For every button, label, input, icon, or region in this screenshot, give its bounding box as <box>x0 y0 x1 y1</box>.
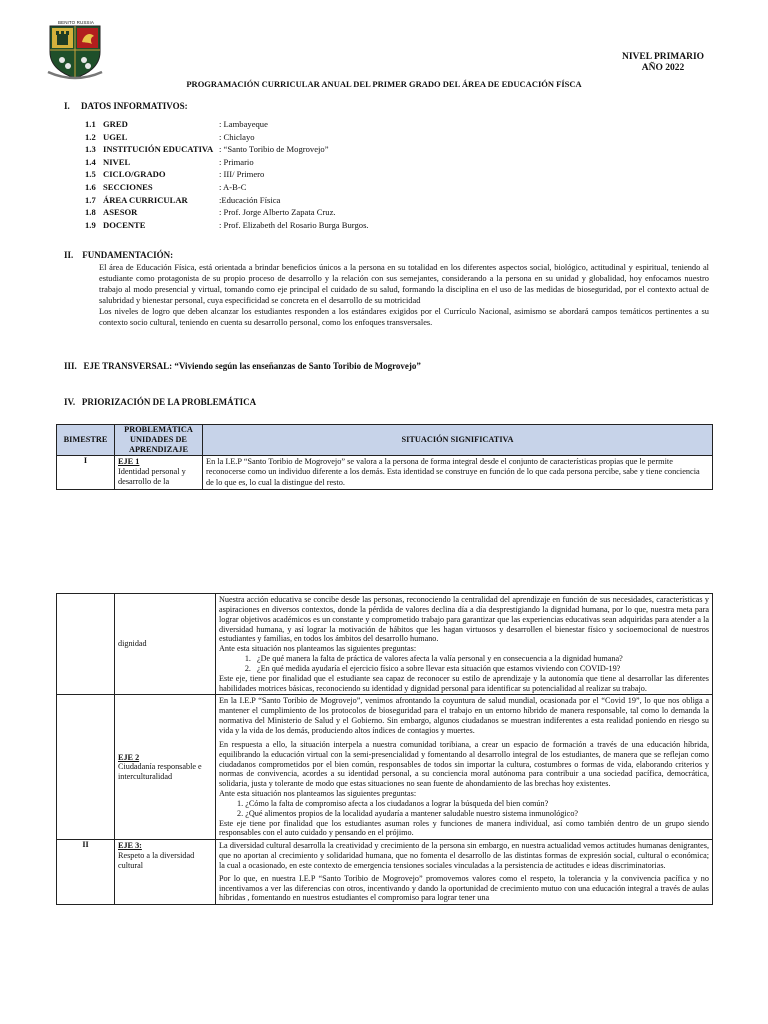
situacion-cell <box>216 840 713 905</box>
situacion-cell <box>216 594 713 695</box>
col-header-bimestre: BIMESTRE <box>57 425 115 456</box>
situacion-cell <box>216 695 713 840</box>
bimestre-cell: II <box>57 840 115 905</box>
eje-name: Ciudadanía responsable e interculturalidad <box>118 762 202 782</box>
info-key: NIVEL <box>103 156 131 167</box>
info-row <box>85 144 329 155</box>
info-value: : Prof. Jorge Alberto Zapata Cruz. <box>219 207 336 218</box>
school-crest-logo <box>44 22 106 80</box>
info-row <box>85 220 369 231</box>
situacion-paragraph: Ante esta situación nos planteamos las siguientes preguntas: <box>219 644 417 654</box>
info-value: : Chiclayo <box>219 131 255 142</box>
info-value: : III/ Primero <box>219 169 265 180</box>
info-key: ÁREA CURRICULAR <box>103 194 188 205</box>
eje-label: EJE 2 <box>118 752 140 762</box>
info-key: UGEL <box>103 131 128 142</box>
problematica-table <box>56 424 713 490</box>
col-header-problematica: PROBLEMÁTICA UNIDADES DE APRENDIZAJE <box>115 425 203 456</box>
info-row <box>85 182 246 193</box>
question-item: 2. ¿Qué alimentos propios de la localidad ayudaría a mantener saludable nuestro sistema inmunológico? <box>237 808 579 818</box>
problematica-table-continued <box>56 593 713 905</box>
situacion-paragraph: Este eje, tiene por finalidad que el estudiante sea capaz de reconocer su estilo de aprendizaje y la autonomía que tiene al desarrollar las diferentes habilidades motrices básicas, reconociendo su identidad y dignidad personal para identificar su potencialidad al realizar su trabajo. <box>219 673 709 693</box>
questions-list <box>219 654 709 674</box>
info-key: GRED <box>103 119 128 129</box>
info-key: SECCIONES <box>103 182 153 192</box>
info-value: : “Santo Toribio de Mogrovejo” <box>219 144 329 155</box>
bimestre-cell: I <box>57 455 115 489</box>
info-number: 1.8 <box>85 207 96 218</box>
document-title: PROGRAMACIÓN CURRICULAR ANUAL DEL PRIMER GRADO DEL ÁREA DE EDUCACIÓN FÍSCA <box>186 79 582 89</box>
info-key: CICLO/GRADO <box>103 169 166 180</box>
info-number: 1.9 <box>85 219 96 230</box>
fundamentacion-paragraph-1: El área de Educación Física, está orientada a brindar beneficios únicos a la persona en su totalidad en los diferentes aspectos social, biológico, actitudinal y espiritual, teniendo al estudiante como protagonista de su propio proceso de desarrollo y la relación con sus semejantes, considerando a la persona en su unidad y globalidad, hoy enfocamos nuestro trabajo al modo presencial y virtual, tomando como eje principal el cuidado de su salud, formando la disciplina en el uso de las medidas de bioseguridad, por el contexto actual de salubridad y bienestar personal, cuya especificidad se concreta en el desarrollo de su motricidad <box>99 263 709 305</box>
info-value: : A-B-C <box>219 182 247 192</box>
info-number: 1.4 <box>85 156 96 167</box>
question-item: 1. ¿Cómo la falta de compromiso afecta a los ciudadanos a lograr la búsqueda del bien común? <box>237 798 549 808</box>
info-number: 1.2 <box>85 131 96 142</box>
info-number: 1.7 <box>85 194 96 205</box>
info-row <box>85 119 268 130</box>
situacion-paragraph: En la I.E.P “Santo Toribio de Mogrovejo”, venimos afrontando la coyuntura de salud mundial, ocasionada por el “Covid 19”, lo que nos obliga a mantener el cumplimiento de los protocolos de bioseguridad para el trabajo en un entorno híbrido de manera responsable, tal como lo demanda la normativa del Ministerio de Salud y el Gobierno. Sin embargo, algunos ciudadanos se muestran indiferentes a esta realidad poniendo en riesgo su vida y la vida de los demás, produciendo altos índices de contagios y muertes. <box>219 696 709 735</box>
fundamentacion-text <box>99 263 709 329</box>
crest-caption: BENITO RUSSIA <box>58 20 94 25</box>
info-row <box>85 169 264 180</box>
info-key: DOCENTE <box>103 219 146 230</box>
bimestre-cell-empty <box>57 695 115 840</box>
level-label: NIVEL PRIMARIO <box>622 52 705 62</box>
section-2-title: II. FUNDAMENTACIÓN: <box>64 250 174 260</box>
info-number: 1.6 <box>85 182 96 192</box>
situacion-paragraph: Nuestra acción educativa se concibe desde las personas, reconociendo la centralidad del aprendizaje en función de sus necesidades, características y aspiraciones en diversos contextos, donde la pérdida de valores declina día a día desprestigiando la dignidad humana, por lo que, nuestra meta para lograr objetivos académicos es un constante y comprometido trabajo para garantizar que las experiencias educativas sean adquiridas para atender a la diversidad humana, y así lograr la motivación de hábitos que les hagan virtuosos y desarrollen el bienestar físico y socioemocional de nuestros estudiantes y familias, en todos los ámbitos del desarrollo humano. <box>219 595 709 644</box>
info-value: : Primario <box>219 156 254 167</box>
situacion-cell: En la I.E.P “Santo Toribio de Mogrovejo” se valora a la persona de forma integral desde el conjunto de características propias que le permite reconocerse como un individuo diferente a los demás. Esta identidad se construye en función de lo que cada persona percibe, sabe y tiene conciencia de lo que es, lo cual la distingue del resto. <box>203 455 713 489</box>
info-value: : Lambayeque <box>219 119 268 129</box>
situacion-paragraph: Por lo que, en nuestra I.E.P “Santo Toribio de Mogrovejo” promovemos valores como el respeto, la tolerancia y la convivencia pacífica y no incentivamos a ver las diferencias con otros, incentivando y dando la oportunidad de crecimiento mutuo con una educación integral a través de aulas híbridas , fomentando en nuestros estudiantes el compromiso para lograr tener una <box>219 873 709 903</box>
level-year-block <box>622 52 704 75</box>
section-3-title: III. EJE TRANSVERSAL: “Viviendo según las enseñanzas de Santo Toribio de Mogrovejo” <box>64 361 421 371</box>
eje-name: Respeto a la diversidad cultural <box>118 851 195 870</box>
situacion-paragraph: Este eje tiene por finalidad que los estudiantes asuman roles y funciones de manera individual, así como también dentro de un grupo siendo responsables con el auto cuidado y pensando en el prójimo. <box>219 818 709 838</box>
info-row <box>85 207 336 218</box>
bimestre-cell-empty <box>57 594 115 695</box>
situacion-paragraph: La diversidad cultural desarrolla la creatividad y crecimiento de la persona sin embargo, en nuestra actualidad vemos actitudes humanas denigrantes, que no aportan al crecimiento y solidaridad humana, que no fomenta el desarrollo de las distintas formas de expresión social, cultural o económica; la cual a ocasionado, en este contexto de emergencia tensiones sociales vinculadas a la persistencia de actitudes e ideas discriminatorias. <box>219 841 709 870</box>
situacion-paragraph: Ante esta situación nos planteamos las siguientes preguntas: <box>219 789 417 799</box>
eje-label: EJE 3: <box>118 841 142 851</box>
year-label: AÑO 2022 <box>641 63 685 74</box>
info-number: 1.3 <box>85 144 96 155</box>
question-item: 1. ¿De qué manera la falta de práctica de valores afecta la valía personal y en consecuencia a la dignidad humana? <box>253 654 709 664</box>
eje-cell <box>115 840 216 905</box>
col-header-situacion: SITUACIÓN SIGNIFICATIVA <box>203 425 713 456</box>
eje-name: Identidad personal y desarrollo de la <box>118 466 186 486</box>
eje-cell <box>115 594 216 695</box>
section-4-title: IV. PRIORIZACIÓN DE LA PROBLEMÁTICA <box>64 397 257 407</box>
eje-cell <box>115 695 216 840</box>
eje-name-continued: dignidad <box>118 639 147 649</box>
info-row <box>85 195 280 206</box>
question-item: 2. ¿En qué medida ayudaría el ejercicio físico a sobre llevar esta situación que estamos viviendo con COVID-19? <box>253 664 709 674</box>
info-row <box>85 132 255 143</box>
info-number: 1.1 <box>85 119 96 129</box>
eje-cell <box>115 455 203 489</box>
info-number: 1.5 <box>85 169 96 180</box>
info-key: INSTITUCIÓN EDUCATIVA <box>103 144 214 155</box>
section-1-title: I. DATOS INFORMATIVOS: <box>64 101 188 111</box>
fundamentacion-paragraph-2: Los niveles de logro que deben alcanzar los estudiantes responden a los estándares exigidos por el Currículo Nacional, asimismo se abordará campos temáticos pertinentes a su contexto socio cultural, teniendo en cuenta su desarrollo personal, como los enfoques transversales. <box>99 306 709 327</box>
info-value: : Prof. Elizabeth del Rosario Burga Burgos. <box>219 219 369 230</box>
info-key: ASESOR <box>103 207 138 218</box>
info-value: :Educación Física <box>219 194 281 205</box>
situacion-paragraph: En respuesta a ello, la situación interpela a nuestra comunidad toribiana, a crear un espacio de formación a través de una educación híbrida, equilibrando la educación virtual con la semi-presencialidad y fomentando al desarrollo integral de los estudiantes, de manera que se reflejan como ciudadanos comprometidos por el bien común, responsables de todos sin importar la cultura, costumbres o formas de vida, elaborando criterios y normas de convivencia, acordes a su identidad personal, a su conciencia moral autónoma para contribuir a una sociedad pacífica, democrática, solidaria, justa y tolerante de modo que estas situaciones no sean fuente de ahondamiento de las brechas hoy existentes. <box>219 739 709 789</box>
eje-label: EJE 1 <box>118 456 140 466</box>
info-row <box>85 157 254 168</box>
